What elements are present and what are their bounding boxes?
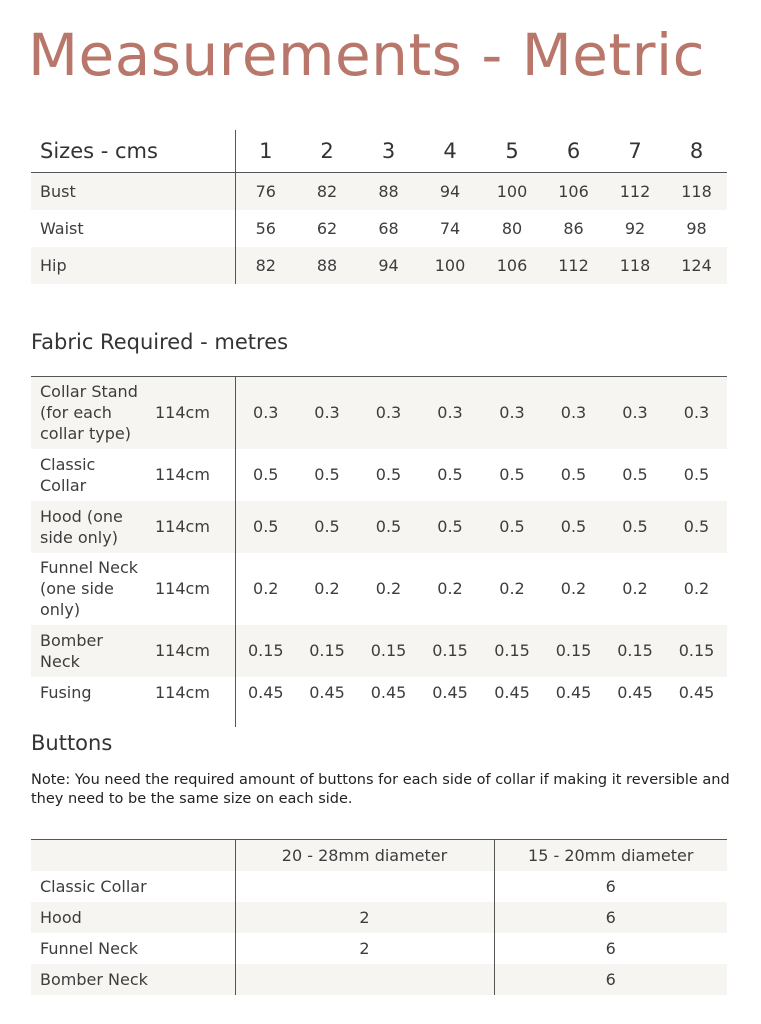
table-cell: 0.15 bbox=[604, 625, 666, 677]
table-cell: 0.5 bbox=[560, 465, 587, 484]
button-size-column-header: 20 - 28mm diameter bbox=[235, 840, 494, 872]
table-cell: 0.5 bbox=[683, 465, 710, 484]
table-cell: 88 bbox=[296, 247, 358, 284]
fabric-heading: Fabric Required - metres bbox=[31, 330, 289, 354]
table-cell: 56 bbox=[255, 219, 276, 238]
row-label: Bust bbox=[31, 173, 235, 211]
table-cell: 0.45 bbox=[247, 683, 284, 702]
table-cell: 0.5 bbox=[499, 465, 525, 484]
table-cell: 0.45 bbox=[432, 683, 468, 702]
table-cell: 118 bbox=[604, 247, 666, 284]
size-column-header: 4 bbox=[419, 130, 481, 173]
table-row bbox=[31, 677, 727, 709]
row-label bbox=[31, 377, 145, 449]
table-cell: 74 bbox=[439, 219, 461, 238]
row-label bbox=[31, 501, 145, 553]
table-cell: 0.2 bbox=[622, 579, 648, 598]
table-cell: 0.5 bbox=[296, 501, 358, 553]
table-cell: 86 bbox=[563, 219, 584, 238]
table-cell: 0.5 bbox=[375, 465, 402, 484]
row-label-line: Bomber bbox=[40, 630, 103, 650]
table-cell bbox=[235, 871, 494, 902]
table-cell: 94 bbox=[419, 173, 481, 211]
table-cell: 100 bbox=[481, 173, 543, 211]
table-cell: 0.5 bbox=[666, 501, 727, 553]
table-cell: 6 bbox=[494, 964, 727, 995]
row-label: Waist bbox=[31, 210, 235, 247]
table-cell: 2 bbox=[235, 933, 494, 964]
table-row bbox=[31, 501, 727, 553]
table-cell: 92 bbox=[624, 219, 646, 238]
row-label-line: only) bbox=[40, 600, 81, 619]
table-cell: 0.15 bbox=[358, 625, 419, 677]
table-cell: 98 bbox=[686, 219, 707, 238]
table-cell: 0.45 bbox=[678, 683, 715, 702]
row-label bbox=[31, 553, 145, 625]
table-cell: 0.3 bbox=[296, 377, 358, 449]
buttons-heading: Buttons bbox=[31, 731, 113, 755]
row-label-line: Hood (one bbox=[40, 506, 123, 526]
row-label-line: Collar bbox=[40, 475, 87, 495]
table-row bbox=[31, 247, 727, 284]
table-cell: 0.5 bbox=[253, 465, 279, 484]
table-cell: 82 bbox=[296, 173, 358, 211]
fabric-width: 114cm bbox=[145, 553, 235, 625]
size-column-header: 3 bbox=[358, 130, 419, 173]
row-label bbox=[31, 677, 145, 709]
table-cell: 0.5 bbox=[481, 501, 543, 553]
table-row bbox=[31, 553, 727, 625]
row-label-line: collar type) bbox=[40, 424, 131, 444]
fabric-width: 114cm bbox=[145, 449, 235, 501]
sizes-header-label: Sizes - cms bbox=[31, 130, 235, 173]
table-cell: 0.3 bbox=[358, 377, 419, 449]
table-cell: 80 bbox=[501, 219, 523, 238]
row-label bbox=[31, 449, 145, 501]
fabric-width: 114cm bbox=[145, 677, 235, 709]
table-row bbox=[31, 449, 727, 501]
fabric-width: 114cm bbox=[145, 377, 235, 449]
table-cell: 76 bbox=[235, 173, 296, 211]
table-cell: 112 bbox=[543, 247, 604, 284]
table-cell: 0.2 bbox=[314, 579, 340, 598]
table-cell: 0.15 bbox=[543, 625, 604, 677]
row-label: Funnel Neck bbox=[31, 933, 235, 964]
table-cell: 0.3 bbox=[604, 377, 666, 449]
size-column-header: 7 bbox=[604, 130, 666, 173]
sizes-header-row bbox=[31, 130, 727, 173]
table-cell: 82 bbox=[235, 247, 296, 284]
buttons-note: Note: You need the required amount of buttons for each side of collar if making it reversible and they need to be the same size on each side. bbox=[31, 772, 730, 807]
table-cell: 0.5 bbox=[235, 501, 296, 553]
table-cell: 0.2 bbox=[560, 579, 587, 598]
table-cell: 0.5 bbox=[437, 465, 463, 484]
table-cell: 0.15 bbox=[481, 625, 543, 677]
table-cell: 6 bbox=[605, 877, 616, 896]
table-cell: 100 bbox=[419, 247, 481, 284]
row-label-line: Neck bbox=[40, 651, 80, 671]
table-cell: 0.45 bbox=[617, 683, 653, 702]
size-column-header: 1 bbox=[235, 130, 296, 173]
table-cell: 2 bbox=[235, 902, 494, 933]
table-cell: 88 bbox=[358, 173, 419, 211]
table-row bbox=[31, 871, 727, 902]
table-cell: 0.5 bbox=[358, 501, 419, 553]
table-cell bbox=[235, 964, 494, 995]
table-cell: 6 bbox=[605, 939, 616, 958]
table-cell: 0.15 bbox=[296, 625, 358, 677]
fabric-width: 114cm bbox=[145, 625, 235, 677]
table-cell: 0.3 bbox=[419, 377, 481, 449]
row-label: Hood bbox=[31, 902, 235, 933]
size-column-header: 6 bbox=[543, 130, 604, 173]
table-cell: 0.3 bbox=[543, 377, 604, 449]
row-label-line: Classic bbox=[40, 454, 96, 474]
table-cell: 0.45 bbox=[370, 683, 407, 702]
table-cell: 0.2 bbox=[375, 579, 402, 598]
size-column-header: 2 bbox=[296, 130, 358, 173]
table-row bbox=[31, 902, 727, 933]
table-cell: 68 bbox=[378, 219, 399, 238]
table-cell: 0.15 bbox=[666, 625, 727, 677]
row-label-line: Collar Stand bbox=[40, 382, 138, 402]
row-label: Bomber Neck bbox=[31, 964, 235, 995]
table-row bbox=[31, 210, 727, 247]
table-cell: 106 bbox=[481, 247, 543, 284]
table-cell: 0.2 bbox=[499, 579, 525, 598]
sizes-table bbox=[31, 130, 727, 284]
table-cell: 0.5 bbox=[543, 501, 604, 553]
table-cell: 94 bbox=[358, 247, 419, 284]
row-label-line: side only) bbox=[40, 527, 118, 547]
fabric-table bbox=[31, 376, 727, 727]
table-cell: 0.5 bbox=[604, 501, 666, 553]
row-label-line: Fusing bbox=[40, 683, 92, 702]
fabric-width: 114cm bbox=[145, 501, 235, 553]
table-cell: 0.5 bbox=[419, 501, 481, 553]
table-cell: 0.3 bbox=[666, 377, 727, 449]
row-label: Classic Collar bbox=[31, 871, 235, 902]
table-cell: 118 bbox=[666, 173, 727, 211]
table-cell: 0.2 bbox=[683, 579, 710, 598]
row-label-line: Funnel Neck bbox=[40, 558, 138, 577]
table-spacer-row bbox=[31, 709, 727, 727]
table-cell: 6 bbox=[494, 902, 727, 933]
table-cell: 0.45 bbox=[555, 683, 592, 702]
table-cell: 0.45 bbox=[494, 683, 530, 702]
buttons-table bbox=[31, 839, 727, 995]
table-cell: 106 bbox=[543, 173, 604, 211]
table-cell: 112 bbox=[604, 173, 666, 211]
table-cell: 124 bbox=[666, 247, 727, 284]
table-cell: 0.15 bbox=[235, 625, 296, 677]
row-label-line: (for each bbox=[40, 403, 112, 423]
row-label-line: (one side bbox=[40, 579, 114, 598]
button-size-column-header: 15 - 20mm diameter bbox=[494, 840, 727, 872]
table-row bbox=[31, 625, 727, 677]
table-cell: 0.5 bbox=[314, 465, 340, 484]
table-cell: 62 bbox=[316, 219, 338, 238]
table-cell: 0.15 bbox=[419, 625, 481, 677]
table-row bbox=[31, 964, 727, 995]
table-cell: 0.2 bbox=[253, 579, 279, 598]
table-cell: 0.3 bbox=[235, 377, 296, 449]
row-label: Hip bbox=[31, 247, 235, 284]
table-cell: 0.45 bbox=[309, 683, 345, 702]
table-row bbox=[31, 173, 727, 211]
table-cell: 0.3 bbox=[481, 377, 543, 449]
size-column-header: 5 bbox=[481, 130, 543, 173]
table-row bbox=[31, 933, 727, 964]
buttons-header-row bbox=[31, 840, 727, 872]
row-label bbox=[31, 625, 145, 677]
table-row bbox=[31, 377, 727, 449]
size-column-header: 8 bbox=[666, 130, 727, 173]
page-title: Measurements - Metric bbox=[28, 21, 706, 89]
table-cell: 0.2 bbox=[437, 579, 463, 598]
table-cell: 0.5 bbox=[622, 465, 648, 484]
